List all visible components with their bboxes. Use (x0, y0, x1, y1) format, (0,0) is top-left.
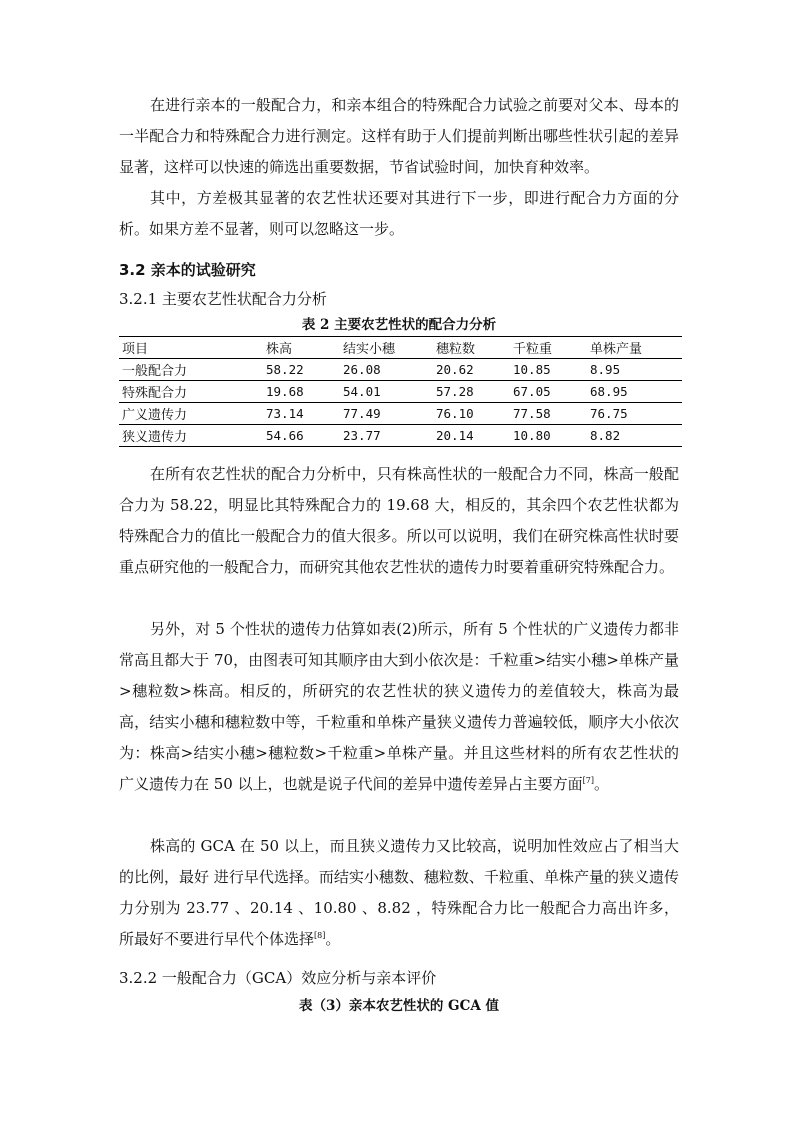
table-cell: 26.08 (340, 359, 433, 381)
table-cell: 67.05 (510, 381, 587, 403)
subsection-heading-3-2-2: 3.2.2 一般配合力（GCA）效应分析与亲本评价 (119, 969, 437, 987)
table-3-caption: 表（3）亲本农艺性状的 GCA 值 (298, 998, 500, 1014)
paragraph-variance: 其中，方差极其显著的农艺性状还要对其进行下一步，即进行配合力方面的分析。如果方差不显著，则可以忽略这一步。 (119, 189, 679, 238)
table-header-cell: 结实小穗 (340, 337, 433, 359)
table-row (119, 425, 682, 447)
table-row-label: 特殊配合力 (119, 381, 263, 403)
citation-ref-7: [7] (582, 776, 594, 785)
table-row (119, 403, 682, 425)
table-row-label: 一般配合力 (119, 359, 263, 381)
table-cell: 58.22 (263, 359, 340, 381)
table-cell: 20.14 (433, 425, 510, 447)
table-cell: 73.14 (263, 403, 340, 425)
paragraph-gca-analysis: 在所有农艺性状的配合力分析中，只有株高性状的一般配合力不同，株高一般配合力为 58.22，明显比其特殊配合力的 19.68 大，相反的，其余四个农艺性状都为特殊配合力的值比一般配合力的值大很多。所以可以说明，我们在研究株高性状时要重点研究他的一般配合力，而研究其他农艺性状的遗传力时要着重研究特殊配合力。 (119, 465, 679, 576)
table-cell: 77.58 (510, 403, 587, 425)
table-2 (119, 336, 682, 447)
table-cell: 57.28 (433, 381, 510, 403)
paragraph-selection (119, 831, 679, 955)
table-cell: 8.82 (587, 425, 682, 447)
table-cell: 10.80 (510, 425, 587, 447)
table-cell: 54.66 (263, 425, 340, 447)
table-cell: 19.68 (263, 381, 340, 403)
table-header-cell: 穗粒数 (433, 337, 510, 359)
table-header-row (119, 337, 682, 359)
citation-ref-8: [8] (314, 931, 326, 940)
paragraph-heritability-text: 另外，对 5 个性状的遗传力估算如表(2)所示，所有 5 个性状的广义遗传力都非常高且都大于 70，由图表可知其顺序由大到小依次是：千粒重>结实小穗>单株产量>穗粒数>株高。相反的，所研究的农艺性状的狭义遗传力的差值较大，株高为最高，结实小穗和穗粒数中等，千粒重和单株产量狭义遗传力普遍较低，顺序大小依次为：株高>结实小穗>穗粒数>千粒重>单株产量。并且这些材料的所有农艺性状的广义遗传力在 50 以上，也就是说子代间的差异中遗传差异占主要方面 (119, 620, 679, 793)
table-header-cell: 项目 (119, 337, 263, 359)
table-cell: 20.62 (433, 359, 510, 381)
table-cell: 10.85 (510, 359, 587, 381)
table-header-cell: 千粒重 (510, 337, 587, 359)
paragraph-heritability (119, 614, 679, 800)
table-row (119, 381, 682, 403)
table-cell: 8.95 (587, 359, 682, 381)
table-cell: 76.75 (587, 403, 682, 425)
section-heading-3-2: 3.2 亲本的试验研究 (119, 261, 256, 279)
table-row-label: 广义遗传力 (119, 403, 263, 425)
paragraph-intro: 在进行亲本的一般配合力，和亲本组合的特殊配合力试验之前要对父本、母本的一半配合力和特殊配合力进行测定。这样有助于人们提前判断出哪些性状引起的差异显著，这样可以快速的筛选出重要数据，节省试验时间，加快育种效率。 (119, 96, 679, 176)
table-row-label: 狭义遗传力 (119, 425, 263, 447)
subsection-heading-3-2-1: 3.2.1 主要农艺性状配合力分析 (119, 290, 327, 308)
table-cell: 68.95 (587, 381, 682, 403)
table-cell: 54.01 (340, 381, 433, 403)
table-row (119, 359, 682, 381)
paragraph-selection-end: 。 (325, 930, 341, 948)
table-2-caption: 表 2 主要农艺性状的配合力分析 (301, 317, 497, 333)
paragraph-selection-text: 株高的 GCA 在 50 以上，而且狭义遗传力又比较高，说明加性效应占了相当大的比例，最好 进行早代选择。而结实小穗数、穗粒数、千粒重、单株产量的狭义遗传力分别为 23.77 、20.14 、10.80 、8.82 ，特殊配合力比一般配合力高出许多，所最好不要进行早代个体选择 (119, 837, 679, 948)
table-header-cell: 单株产量 (587, 337, 682, 359)
table-cell: 77.49 (340, 403, 433, 425)
table-header-cell: 株高 (263, 337, 340, 359)
table-cell: 23.77 (340, 425, 433, 447)
paragraph-heritability-end: 。 (593, 775, 609, 793)
table-cell: 76.10 (433, 403, 510, 425)
